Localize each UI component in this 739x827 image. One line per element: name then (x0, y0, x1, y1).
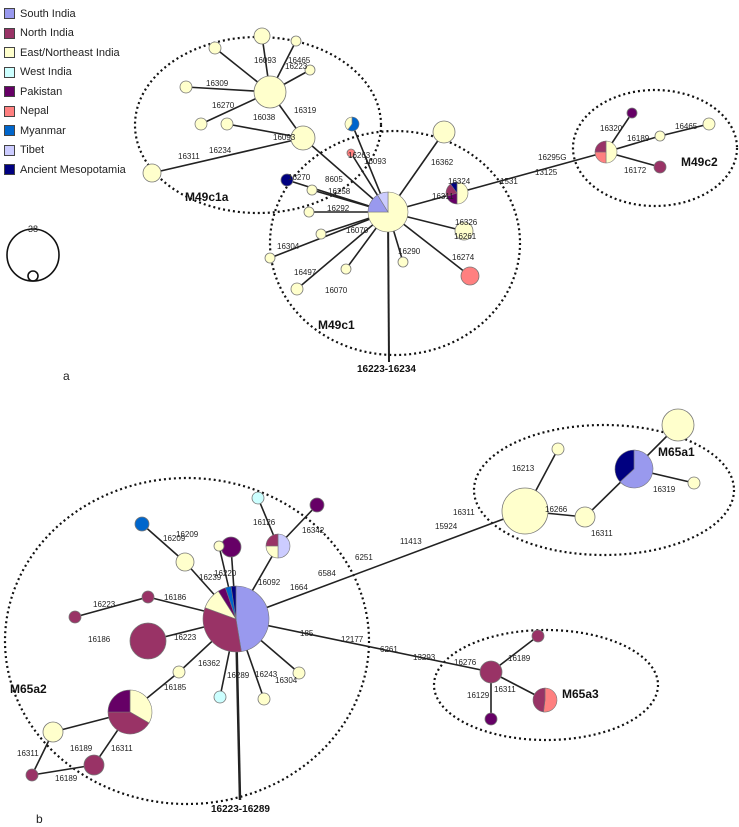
pie-slice (595, 141, 606, 152)
mutation-label: 16093 (273, 133, 296, 142)
pie-slice (108, 690, 130, 712)
haplotype-node (254, 76, 286, 108)
mutation-label: 16289 (227, 671, 250, 680)
mutation-label: 16274 (452, 253, 475, 262)
haplotype-node (575, 507, 595, 527)
legend-label: Tibet (20, 144, 45, 157)
haplotype-node (627, 108, 637, 118)
mutation-label: 1664 (290, 583, 308, 592)
haplotype-node (214, 691, 226, 703)
root-label: 16223-16289 (211, 804, 270, 815)
panel-b-label: b (36, 812, 43, 826)
mutation-label: 16070 (325, 286, 348, 295)
mutation-label: 185 (300, 629, 314, 638)
mutation-label: 16311 (17, 749, 39, 758)
mutation-label: 16189 (55, 774, 78, 783)
scale-circle-large (7, 229, 59, 281)
pie-slice (595, 152, 606, 163)
mutation-label: 16261 (454, 232, 477, 241)
mutation-label: 16309 (206, 79, 229, 88)
haplotype-node (173, 666, 185, 678)
haplotype-node (265, 253, 275, 263)
mutation-label: 16362 (431, 158, 454, 167)
haplotype-node (69, 611, 81, 623)
mutation-label: 13293 (413, 653, 436, 662)
pie-slice (533, 688, 545, 712)
haplotype-node (703, 118, 715, 130)
mutation-label: 16292 (327, 204, 350, 213)
haplotype-node (304, 207, 314, 217)
haplotype-node (461, 267, 479, 285)
haplotype-node (502, 488, 548, 534)
mutation-label: 16186 (88, 635, 111, 644)
legend-label: East/Northeast India (20, 46, 120, 59)
haplotype-node (143, 164, 161, 182)
cluster-label: M49c2 (681, 155, 718, 169)
mutation-label: 16189 (627, 134, 650, 143)
mutation-label: 16186 (164, 593, 187, 602)
mutation-label: 16276 (454, 658, 477, 667)
network-edge (152, 138, 303, 173)
legend-label: Nepal (20, 105, 49, 118)
haplotype-node (26, 769, 38, 781)
pie-slice (266, 534, 278, 546)
mutation-label: 1531 (500, 177, 518, 186)
haplotype-node (142, 591, 154, 603)
haplotype-node (654, 161, 666, 173)
mutation-label: 16223 (174, 633, 197, 642)
haplotype-node (480, 661, 502, 683)
mutation-label: 6251 (355, 553, 373, 562)
legend-label: North India (20, 27, 74, 40)
mutation-label: 16326 (455, 218, 478, 227)
mutation-label: 16185 (164, 683, 187, 692)
haplotype-node (252, 492, 264, 504)
haplotype-node (316, 229, 326, 239)
cluster-label: M49c1a (185, 190, 229, 204)
mutation-label: 16220 (214, 569, 237, 578)
mutation-label: 16465 (288, 56, 311, 65)
mutation-label: 16038 (253, 113, 276, 122)
mutation-label: 15924 (435, 522, 458, 531)
mutation-label: 16223 (93, 600, 116, 609)
haplotype-node (180, 81, 192, 93)
pie-slice (266, 546, 278, 558)
cluster-boundary (434, 630, 658, 740)
pie-slice (278, 534, 290, 558)
haplotype-node (662, 409, 694, 441)
haplotype-node (310, 498, 324, 512)
mutation-label: 16497 (294, 268, 317, 277)
mutation-label: 16324 (448, 177, 471, 186)
mutation-label: 16093 (364, 157, 387, 166)
haplotype-node (195, 118, 207, 130)
mutation-label: 16189 (508, 654, 531, 663)
mutation-label: 16270 (288, 173, 311, 182)
mutation-label: 16172 (624, 166, 647, 175)
panel-a-label: a (63, 369, 70, 383)
mutation-label: 16311 (591, 529, 613, 538)
pie-slice (606, 141, 617, 163)
legend-label: Pakistan (20, 85, 63, 98)
mutation-label: 16304 (275, 676, 298, 685)
haplotype-node (209, 42, 221, 54)
haplotype-node (214, 541, 224, 551)
haplotype-node (135, 517, 149, 531)
haplotype-node (84, 755, 104, 775)
mutation-label: 16266 (545, 505, 568, 514)
mutation-label: 16209 (163, 534, 186, 543)
mutation-label: 16311 (432, 192, 454, 201)
legend-label: Myanmar (20, 124, 66, 137)
mutation-label: 16092 (258, 578, 281, 587)
haplotype-node (398, 257, 408, 267)
mutation-label: 8605 (325, 175, 343, 184)
mutation-label: 16311 (453, 508, 475, 517)
haplotype-node (176, 553, 194, 571)
haplotype-node (291, 283, 303, 295)
mutation-label: 12177 (341, 635, 364, 644)
mutation-label: 16319 (294, 106, 317, 115)
mutation-label: 16189 (70, 744, 93, 753)
mutation-label: 16129 (467, 691, 490, 700)
network-edge (388, 212, 389, 362)
haplotype-node (291, 36, 301, 46)
mutation-label: 16093 (254, 56, 277, 65)
haplotype-node (532, 630, 544, 642)
mutation-label: 16465 (675, 122, 698, 131)
network-edge (236, 619, 491, 672)
haplotype-node (130, 623, 166, 659)
scale-circle-small (28, 271, 38, 281)
haplotype-node (688, 477, 700, 489)
mutation-label: 6261 (380, 645, 398, 654)
haplotype-node (552, 443, 564, 455)
mutation-label: 16234 (209, 146, 232, 155)
mutation-label: 16342 (302, 526, 325, 535)
mutation-label: 16070 (346, 226, 369, 235)
mutation-label: 16126 (253, 518, 276, 527)
legend-label: South India (20, 7, 76, 20)
mutation-label: 16311 (178, 152, 200, 161)
root-label: 16223-16234 (357, 364, 416, 375)
network-edge (457, 152, 606, 193)
cluster-label: M65a2 (10, 682, 47, 696)
mutation-label: 16239 (199, 573, 222, 582)
haplotype-node (43, 722, 63, 742)
scale-label: 38 (28, 224, 39, 234)
haplotype-node (341, 264, 351, 274)
mutation-label: 16304 (277, 242, 300, 251)
mutation-label: 16290 (398, 247, 421, 256)
mutation-label: 16311 (111, 744, 133, 753)
mutation-label: 11413 (400, 537, 422, 546)
mutation-label: 13125 (535, 168, 558, 177)
cluster-label: M49c1 (318, 318, 355, 332)
cluster-label: M65a1 (658, 445, 695, 459)
haplotype-node (655, 131, 665, 141)
haplotype-node (485, 713, 497, 725)
mutation-label: 16223 (285, 62, 308, 71)
mutation-label: 16243 (255, 670, 278, 679)
mutation-label: 16295G (538, 153, 567, 162)
mutation-label: 16270 (212, 101, 235, 110)
mutation-label: 16263 (348, 151, 371, 160)
legend-label: Ancient Mesopotamia (20, 163, 126, 176)
mutation-label: 16258 (328, 187, 351, 196)
haplotype-node (221, 118, 233, 130)
haplotype-node (254, 28, 270, 44)
haplotype-node (258, 693, 270, 705)
haplotype-node (307, 185, 317, 195)
mutation-label: 16320 (600, 124, 623, 133)
mutation-label: 16319 (653, 485, 676, 494)
mutation-label: 16362 (198, 659, 221, 668)
mutation-label: 16209 (176, 530, 199, 539)
network-edge (236, 511, 525, 619)
pie-slice (236, 586, 269, 652)
mutation-label: 16311 (494, 685, 516, 694)
mutation-label: 6584 (318, 569, 336, 578)
haplotype-node (433, 121, 455, 143)
pie-slice (543, 688, 557, 712)
legend-label: West India (20, 66, 72, 79)
mutation-label: 16213 (512, 464, 535, 473)
cluster-label: M65a3 (562, 687, 599, 701)
